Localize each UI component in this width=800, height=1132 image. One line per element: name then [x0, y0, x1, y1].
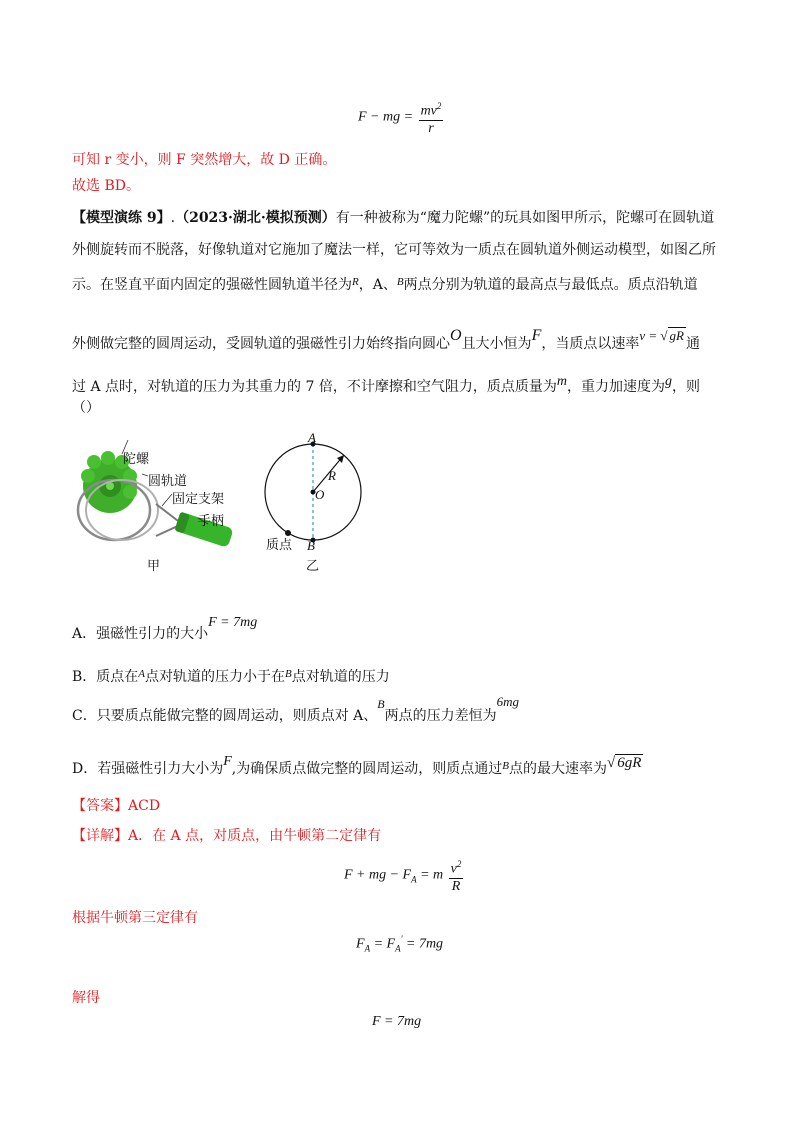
caption-jia: 甲: [147, 559, 161, 574]
velocity-eq: v = √ gR: [639, 328, 684, 343]
eq1-exponent: 2: [456, 859, 462, 869]
eq2-a-sub: A: [364, 943, 371, 954]
eq2-b-sup: ': [400, 934, 403, 944]
option-C-text-b: 两点的压力差恒为: [384, 708, 497, 724]
option-D-var-B: B: [502, 760, 509, 772]
top-eq-fraction: [419, 98, 444, 137]
eq1-mid: = m: [416, 867, 444, 883]
top-eq-lhs: F − mg =: [358, 109, 414, 125]
diagram-label-O: O: [315, 487, 325, 502]
option-B-var-A: A: [138, 668, 146, 680]
solve-line: 解得: [72, 990, 100, 1006]
eq1-denominator: R: [451, 878, 461, 894]
var-O: O: [450, 327, 462, 344]
equation-2: [356, 934, 443, 953]
problem-text-5a: 过 A 点时，对轨道的压力为其重力的 7 倍，不计摩擦和空气阻力，质点质量为: [72, 379, 557, 395]
problem-line-4: [72, 326, 700, 354]
option-B: [72, 664, 390, 687]
eq1-fraction: [449, 856, 464, 895]
diagram-label-B: B: [307, 538, 315, 553]
option-D-var-F: F: [223, 754, 232, 769]
eq2-b: = F: [370, 936, 396, 952]
eq1-sub: A: [411, 874, 417, 885]
problem-source: （2023·湖北·模拟预测）: [175, 210, 336, 226]
detail-line: 【详解】A．在 A 点，对质点，由牛顿第二定律有: [72, 828, 382, 844]
caption-yi: 乙: [306, 559, 320, 574]
problem-text-3c: 两点分别为轨道的最高点与最低点。质点沿轨道: [403, 277, 698, 293]
problem-dot: .: [170, 210, 176, 226]
var-g: g: [664, 374, 672, 389]
eq1-numerator: v: [450, 861, 457, 877]
option-D-radicand: 6gR: [617, 755, 642, 771]
problem-text-1: 有一种被称为“魔力陀螺”的玩具如图甲所示，陀螺可在圆轨道: [335, 210, 715, 226]
option-B-text-c: 点对轨道的压力: [291, 669, 390, 685]
option-A-text: A．强磁性引力的大小: [72, 626, 209, 642]
option-D: [72, 756, 643, 780]
diagram-label-R: R: [328, 468, 336, 483]
choice-line: 故选 BD。: [72, 178, 140, 194]
label-handle: 手柄: [198, 514, 225, 529]
option-C-equation: 6mg: [496, 694, 520, 709]
option-B-text-b: 点对轨道的压力小于在: [145, 669, 286, 685]
eq2-b-sub: A: [395, 943, 401, 954]
problem-tag: 【模型演练 9】: [72, 210, 171, 226]
equation-1: [344, 856, 465, 895]
option-D-sqrt: √ 6gR: [606, 755, 642, 771]
label-ring: 圆轨道: [148, 474, 188, 489]
option-D-text-a: D．若强磁性引力大小为: [72, 761, 224, 777]
third-law-line: 根据牛顿第三定律有: [72, 910, 198, 926]
problem-line-5: [72, 372, 700, 397]
label-frame: 固定支架: [172, 492, 225, 507]
diagram-label-A: A: [308, 430, 316, 445]
option-A-equation: F = 7mg: [208, 615, 258, 630]
label-gyroscope: 陀螺: [123, 452, 150, 467]
option-D-text-c: 点的最大速率为: [508, 761, 607, 777]
var-m: m: [556, 374, 567, 389]
eq1-lhs: F + mg − F: [344, 867, 412, 883]
var-F: F: [531, 327, 542, 344]
var-B: B: [396, 276, 404, 288]
top-equation: [358, 98, 445, 137]
velocity-lhs: v =: [639, 328, 661, 343]
problem-text-5b: ，重力加速度为: [566, 379, 665, 395]
option-D-text-b: ,为确保质点做完整的圆周运动，则质点通过: [231, 761, 503, 777]
velocity-radicand: gR: [669, 328, 684, 343]
top-eq-exponent: 2: [436, 101, 442, 111]
problem-text-4d: 通: [685, 336, 700, 352]
top-eq-denominator: r: [428, 120, 434, 136]
conclusion-line: 可知 r 变小，则 F 突然增大，故 D 正确。: [72, 152, 337, 168]
diagram-label-particle: 质点: [266, 538, 293, 553]
problem-line-2: 外侧旋转而不脱落，好像轨道对它施加了魔法一样，它可等效为一质点在圆轨道外侧运动模型，如图乙所: [72, 242, 716, 258]
problem-text-4b: 且大小恒为: [461, 336, 532, 352]
answer-line: 【答案】ACD: [72, 798, 161, 814]
problem-line-3: [72, 272, 698, 295]
problem-blank: （）: [72, 400, 100, 416]
problem-text-3a: 示。在竖直平面内固定的强磁性圆轨道半径为: [72, 277, 352, 293]
problem-text-5c: ，则: [671, 379, 700, 395]
eq2-a: F: [356, 936, 365, 952]
option-C-text-a: C．只要质点能做完整的圆周运动，则质点对 A、: [72, 708, 378, 724]
option-B-var-B: B: [285, 668, 292, 680]
problem-line-1: [72, 208, 714, 228]
option-C: [72, 694, 520, 726]
option-A: [72, 615, 258, 645]
eq2-c: = 7mg: [402, 936, 444, 952]
var-R: R: [352, 276, 359, 288]
option-C-var-B: B: [377, 697, 385, 711]
top-eq-numerator: mv: [420, 103, 437, 119]
equation-3: F = 7mg: [372, 1014, 422, 1029]
problem-text-3b: ，A、: [358, 277, 397, 293]
problem-text-4c: ，当质点以速率: [541, 336, 640, 352]
problem-text-4a: 外侧做完整的圆周运动，受圆轨道的强磁性引力始终指向圆心: [72, 336, 450, 352]
option-B-text-a: B．质点在: [72, 669, 139, 685]
